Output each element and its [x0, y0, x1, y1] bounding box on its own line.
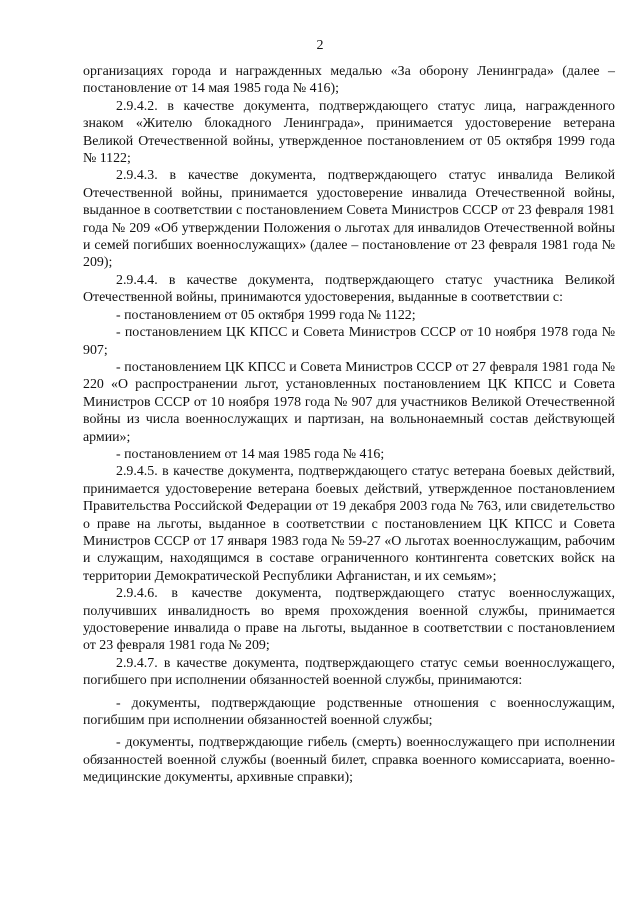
- paragraph-2-9-4-4: 2.9.4.4. в качестве документа, подтверждающего статус участника Великой Отечественной войны, принимаются удостоверения, выданные в соответствии с:: [83, 272, 615, 306]
- paragraph-2-9-4-7: 2.9.4.7. в качестве документа, подтверждающего статус семьи военнослужащего, погибшего при исполнении обязанностей военной службы, принимаются:: [83, 655, 615, 689]
- page-number: 2: [316, 38, 324, 53]
- paragraph-2-9-4-2: 2.9.4.2. в качестве документа, подтверждающего статус лица, награжденного знаком «Жителю блокадного Ленинграда», принимается удостоверение ветерана Великой Отечественной войны, утвержденное постановлением от 05 октября 1999 года № 1122;: [83, 98, 615, 167]
- list-item: - документы, подтверждающие гибель (смерть) военнослужащего при исполнении обязанностей военной службы (военный билет, справка военного комиссариата, военно-медицинские документы, архивные справки);: [83, 735, 615, 786]
- list-item: - документы, подтверждающие родственные отношения с военнослужащим, погибшим при исполнении обязанностей военной службы;: [83, 695, 615, 729]
- document-body: [83, 63, 615, 787]
- paragraph-2-9-4-6: 2.9.4.6. в качестве документа, подтверждающего статус военнослужащих, получивших инвалидность во время прохождения военной службы, принимается удостоверение инвалида о праве на льготы, выданное в соответствии с постановлением от 23 февраля 1981 года № 209;: [83, 586, 615, 654]
- list-item: - постановлением от 14 мая 1985 года № 416;: [116, 446, 385, 462]
- list-item: - постановлением ЦК КПСС и Совета Министров СССР от 10 ноября 1978 года № 907;: [83, 325, 615, 358]
- list-item: - постановлением от 05 октября 1999 года № 1122;: [116, 307, 416, 323]
- paragraph-continuation: организациях города и награжденных медалью «За оборону Ленинграда» (далее – постановление от 14 мая 1985 года № 416);: [83, 64, 615, 97]
- list-item: - постановлением ЦК КПСС и Совета Министров СССР от 27 февраля 1981 года № 220 «О распространении льгот, установленных постановлением ЦК КПСС и Совета Министров СССР от 10 ноября 1978 года № 907 для участников Великой Отечественной войны из числа военнослужащих и партизан, на вольнонаемный состав действующей армии»;: [83, 359, 615, 445]
- paragraph-2-9-4-3: 2.9.4.3. в качестве документа, подтверждающего статус инвалида Великой Отечественной войны, принимается удостоверение инвалида Отечественной войны, выданное в соответствии с постановлением Совета Министров СССР от 23 февраля 1981 года № 209 «Об утверждении Положения о льготах для инвалидов Отечественной войны и семей погибших военнослужащих» (далее – постановление от 23 февраля 1981 года № 209);: [83, 168, 615, 271]
- paragraph-2-9-4-5: 2.9.4.5. в качестве документа, подтверждающего статус ветерана боевых действий, принимается удостоверение ветерана боевых действий, утвержденное постановлением Правительства Российской Федерации от 19 декабря 2003 года № 763, или свидетельство о праве на льготы, выданное в соответствии с постановлением ЦК КПСС и Совета Министров СССР от 17 января 1983 года № 59-27 «О льготах военнослужащим, рабочим и служащим, находящимся в составе ограниченного контингента советских войск на территории Демократической Республики Афганистан, и их семьям»;: [83, 464, 615, 584]
